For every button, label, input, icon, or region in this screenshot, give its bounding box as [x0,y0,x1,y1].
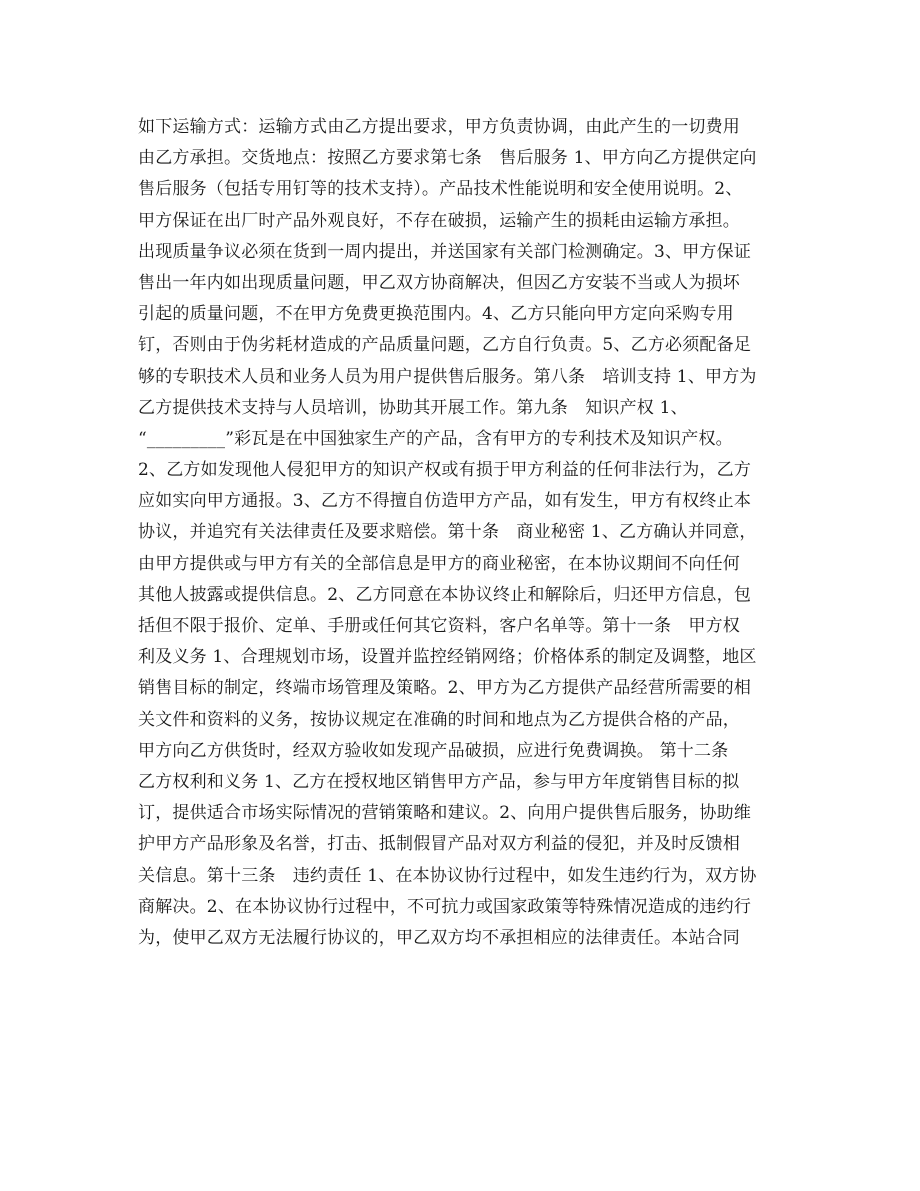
document-body [138,112,788,954]
text-line: 售后服务（包括专用钉等的技术支持）。产品技术性能说明和安全使用说明。2、 [138,179,743,200]
text-line: 如下运输方式：运输方式由乙方提出要求，甲方负责协调，由此产生的一切费用 [138,117,740,137]
text-line: 关信息。第十三条 违约责任 1、在本协议协行过程中，如发生违约行为，双方协 [138,865,757,886]
text-line: 应如实向甲方通报。3、乙方不得擅自仿造甲方产品，如有发生，甲方有权终止本 [138,491,752,512]
text-line: 钉，否则由于伪劣耗材造成的产品质量问题，乙方自行负责。5、乙方必须配备足 [138,335,752,356]
text-line: 其他人披露或提供信息。2、乙方同意在本协议终止和解除后，归还甲方信息，包 [138,584,752,605]
text-line: 销售目标的制定，终端市场管理及策略。2、甲方为乙方提供产品经营所需要的相 [138,678,752,699]
text-line: 商解决。2、在本协议协行过程中，不可抗力或国家政策等特殊情况造成的违约行 [138,896,752,917]
text-line: 为，使甲乙双方无法履行协议的，甲乙双方均不承担相应的法律责任。本站合同 [138,927,740,948]
text-line: 甲方向乙方供货时，经双方验收如发现产品破损，应进行免费调换。 第十二条 [138,740,729,761]
text-line: 出现质量争议必须在货到一周内提出，并送国家有关部门检测确定。3、甲方保证 [138,241,752,262]
text-line: 由甲方提供或与甲方有关的全部信息是甲方的商业秘密，在本协议期间不向任何 [138,553,740,574]
text-line: 关文件和资料的义务，按协议规定在准确的时间和地点为乙方提供合格的产品， [138,709,740,730]
text-line: 引起的质量问题，不在甲方免费更换范围内。4、乙方只能向甲方定向采购专用 [138,304,734,325]
text-line: 括但不限于报价、定单、手册或任何其它资料，客户名单等。第十一条 甲方权 [138,616,740,636]
text-line: 乙方提供技术支持与人员培训，协助其开展工作。第九条 知识产权 1、 [138,397,688,418]
text-line: 订，提供适合市场实际情况的营销策略和建议。2、向用户提供售后服务，协助维 [138,803,752,824]
text-line: 协议，并追究有关法律责任及要求赔偿。第十条 商业秘密 1、乙方确认并同意， [138,522,757,543]
text-line: 2、乙方如发现他人侵犯甲方的知识产权或有损于甲方利益的任何非法行为，乙方 [138,460,752,481]
text-line: 护甲方产品形象及名誉，打击、抵制假冒产品对双方利益的侵犯，并及时反馈相 [138,834,740,855]
text-line: 利及义务 1、合理规划市场，设置并监控经销网络；价格体系的制定及调整，地区 [138,647,757,668]
text-line: 由乙方承担。交货地点：按照乙方要求第七条 售后服务 1、甲方向乙方提供定向 [138,148,757,169]
text-line: 够的专职技术人员和业务人员为用户提供售后服务。第八条 培训支持 1、甲方为 [138,366,757,387]
text-line: “_________”彩瓦是在中国独家生产的产品，含有甲方的专利技术及知识产权。 [138,428,733,449]
text-line: 售出一年内如出现质量问题，甲乙双方协商解决，但因乙方安装不当或人为损坏 [138,272,740,293]
text-line: 甲方保证在出厂时产品外观良好，不存在破损，运输产生的损耗由运输方承担。 [138,210,740,231]
text-line: 乙方权利和义务 1、乙方在授权地区销售甲方产品，参与甲方年度销售目标的拟 [138,771,740,792]
